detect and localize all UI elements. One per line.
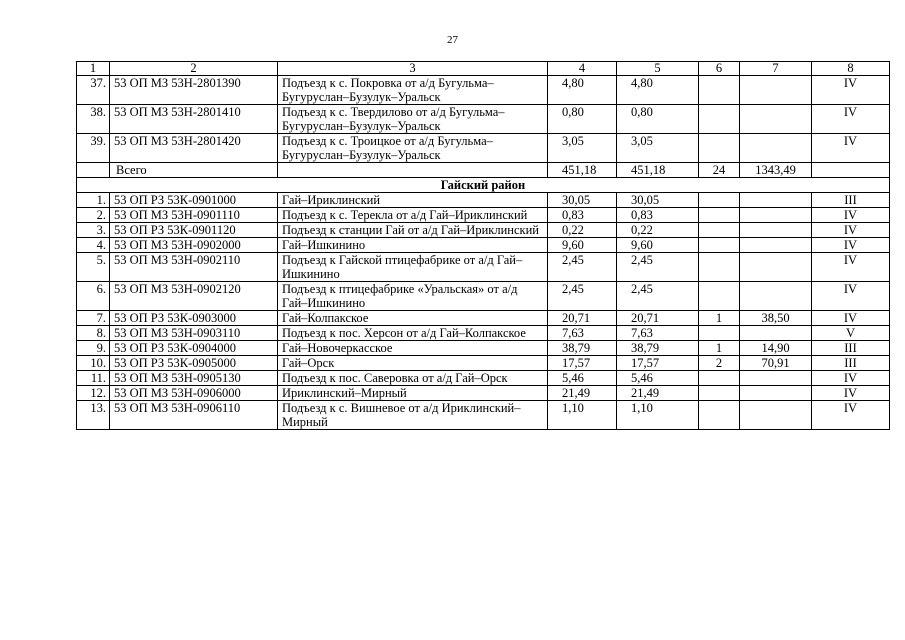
bridges-length: 70,91 — [740, 356, 812, 371]
road-category: IV — [812, 386, 890, 401]
total-length: 451,18 — [548, 163, 617, 178]
row-number: 3. — [77, 223, 110, 238]
table-row — [77, 282, 890, 311]
length-regional: 3,05 — [617, 134, 699, 163]
road-category: III — [812, 356, 890, 371]
road-category: IV — [812, 401, 890, 430]
header-cell: 7 — [740, 62, 812, 76]
bridges-count: 1 — [699, 341, 740, 356]
length-regional: 4,80 — [617, 76, 699, 105]
road-name: Подъезд к с. Терекла от а/д Гай–Ириклинский — [278, 208, 548, 223]
row-number: 4. — [77, 238, 110, 253]
length-total: 2,45 — [548, 253, 617, 282]
bridges-count — [699, 238, 740, 253]
total-length-regional: 451,18 — [617, 163, 699, 178]
road-category: IV — [812, 223, 890, 238]
bridges-length — [740, 371, 812, 386]
total-bridges-length: 1343,49 — [740, 163, 812, 178]
road-category: IV — [812, 253, 890, 282]
header-cell: 6 — [699, 62, 740, 76]
length-total: 7,63 — [548, 326, 617, 341]
header-cell: 1 — [77, 62, 110, 76]
length-regional: 2,45 — [617, 282, 699, 311]
road-name: Подъезд к пос. Херсон от а/д Гай–Колпакское — [278, 326, 548, 341]
bridges-length — [740, 76, 812, 105]
total-label: Всего — [110, 163, 278, 178]
row-number: 38. — [77, 105, 110, 134]
bridges-length — [740, 253, 812, 282]
length-regional: 0,80 — [617, 105, 699, 134]
table-row — [77, 326, 890, 341]
road-code: 53 ОП МЗ 53Н-0906000 — [110, 386, 278, 401]
road-code: 53 ОП МЗ 53Н-2801420 — [110, 134, 278, 163]
length-regional: 1,10 — [617, 401, 699, 430]
bridges-length — [740, 386, 812, 401]
row-number: 2. — [77, 208, 110, 223]
table-row — [77, 253, 890, 282]
length-total: 17,57 — [548, 356, 617, 371]
bridges-length: 38,50 — [740, 311, 812, 326]
total-row — [77, 163, 890, 178]
road-name: Подъезд к станции Гай от а/д Гай–Ириклинский — [278, 223, 548, 238]
header-row — [77, 62, 890, 76]
road-name: Подъезд к с. Вишневое от а/д Ириклинский–Мирный — [278, 401, 548, 430]
table-row — [77, 386, 890, 401]
road-code: 53 ОП РЗ 53К-0901000 — [110, 193, 278, 208]
road-name: Гай–Ишкинино — [278, 238, 548, 253]
table-row — [77, 208, 890, 223]
table-row — [77, 311, 890, 326]
road-code: 53 ОП МЗ 53Н-0902000 — [110, 238, 278, 253]
row-number: 8. — [77, 326, 110, 341]
length-regional: 5,46 — [617, 371, 699, 386]
bridges-length — [740, 193, 812, 208]
bridges-length — [740, 326, 812, 341]
bridges-length: 14,90 — [740, 341, 812, 356]
length-total: 0,83 — [548, 208, 617, 223]
road-category: III — [812, 193, 890, 208]
length-total: 0,22 — [548, 223, 617, 238]
road-code: 53 ОП РЗ 53К-0901120 — [110, 223, 278, 238]
bridges-count: 1 — [699, 311, 740, 326]
length-regional: 20,71 — [617, 311, 699, 326]
length-regional: 0,83 — [617, 208, 699, 223]
road-code: 53 ОП МЗ 53Н-0905130 — [110, 371, 278, 386]
length-total: 4,80 — [548, 76, 617, 105]
road-code: 53 ОП МЗ 53Н-0901110 — [110, 208, 278, 223]
road-code: 53 ОП МЗ 53Н-0902110 — [110, 253, 278, 282]
bridges-length — [740, 238, 812, 253]
road-code: 53 ОП РЗ 53К-0904000 — [110, 341, 278, 356]
road-category: IV — [812, 371, 890, 386]
road-name: Гай–Ириклинский — [278, 193, 548, 208]
roads-table — [76, 61, 890, 430]
bridges-count — [699, 223, 740, 238]
length-regional: 2,45 — [617, 253, 699, 282]
road-category: IV — [812, 105, 890, 134]
length-total: 21,49 — [548, 386, 617, 401]
row-number: 1. — [77, 193, 110, 208]
bridges-count — [699, 282, 740, 311]
road-name: Подъезд к птицефабрике «Уральская» от а/д Гай–Ишкинино — [278, 282, 548, 311]
road-category: V — [812, 326, 890, 341]
road-category: IV — [812, 238, 890, 253]
length-total: 1,10 — [548, 401, 617, 430]
page-number: 27 — [447, 34, 458, 46]
bridges-length — [740, 282, 812, 311]
table-row — [77, 76, 890, 105]
road-name: Гай–Новочеркасское — [278, 341, 548, 356]
road-category: III — [812, 341, 890, 356]
road-code: 53 ОП МЗ 53Н-0906110 — [110, 401, 278, 430]
bridges-length — [740, 223, 812, 238]
table-row — [77, 401, 890, 430]
length-regional: 38,79 — [617, 341, 699, 356]
length-total: 20,71 — [548, 311, 617, 326]
bridges-count — [699, 134, 740, 163]
header-cell: 4 — [548, 62, 617, 76]
row-number: 39. — [77, 134, 110, 163]
bridges-count — [699, 253, 740, 282]
length-total: 0,80 — [548, 105, 617, 134]
road-name: Гай–Колпакское — [278, 311, 548, 326]
road-code: 53 ОП МЗ 53Н-2801390 — [110, 76, 278, 105]
bridges-length — [740, 105, 812, 134]
road-category: IV — [812, 208, 890, 223]
row-number: 37. — [77, 76, 110, 105]
header-cell: 8 — [812, 62, 890, 76]
table-row — [77, 134, 890, 163]
row-number: 11. — [77, 371, 110, 386]
table-row — [77, 193, 890, 208]
road-name: Подъезд к с. Покровка от а/д Бугульма–Бугуруслан–Бузулук–Уральск — [278, 76, 548, 105]
table-row — [77, 371, 890, 386]
length-total: 38,79 — [548, 341, 617, 356]
bridges-count — [699, 105, 740, 134]
road-name: Подъезд к Гайской птицефабрике от а/д Гай–Ишкинино — [278, 253, 548, 282]
road-category: IV — [812, 134, 890, 163]
road-name: Подъезд к пос. Саверовка от а/д Гай–Орск — [278, 371, 548, 386]
road-name: Ириклинский–Мирный — [278, 386, 548, 401]
total-blank — [812, 163, 890, 178]
row-number: 5. — [77, 253, 110, 282]
bridges-count — [699, 386, 740, 401]
bridges-length — [740, 401, 812, 430]
table-row — [77, 223, 890, 238]
length-regional: 30,05 — [617, 193, 699, 208]
length-regional: 9,60 — [617, 238, 699, 253]
total-bridges-count: 24 — [699, 163, 740, 178]
bridges-count — [699, 208, 740, 223]
header-cell: 3 — [278, 62, 548, 76]
length-regional: 0,22 — [617, 223, 699, 238]
length-total: 30,05 — [548, 193, 617, 208]
length-total: 2,45 — [548, 282, 617, 311]
road-category: IV — [812, 76, 890, 105]
road-code: 53 ОП РЗ 53К-0903000 — [110, 311, 278, 326]
table-row — [77, 341, 890, 356]
road-name: Подъезд к с. Троицкое от а/д Бугульма–Бугуруслан–Бузулук–Уральск — [278, 134, 548, 163]
row-number: 7. — [77, 311, 110, 326]
section-title: Гайский район — [77, 178, 890, 193]
road-category: IV — [812, 282, 890, 311]
length-regional: 21,49 — [617, 386, 699, 401]
length-total: 9,60 — [548, 238, 617, 253]
table-row — [77, 356, 890, 371]
total-blank — [278, 163, 548, 178]
road-name: Подъезд к с. Твердилово от а/д Бугульма–Бугуруслан–Бузулук–Уральск — [278, 105, 548, 134]
bridges-count — [699, 371, 740, 386]
bridges-count — [699, 401, 740, 430]
road-code: 53 ОП МЗ 53Н-2801410 — [110, 105, 278, 134]
road-name: Гай–Орск — [278, 356, 548, 371]
length-regional: 17,57 — [617, 356, 699, 371]
row-number: 13. — [77, 401, 110, 430]
row-number: 9. — [77, 341, 110, 356]
bridges-length — [740, 208, 812, 223]
table-row — [77, 105, 890, 134]
bridges-count — [699, 193, 740, 208]
road-code: 53 ОП РЗ 53К-0905000 — [110, 356, 278, 371]
bridges-count: 2 — [699, 356, 740, 371]
road-code: 53 ОП МЗ 53Н-0903110 — [110, 326, 278, 341]
table-row — [77, 238, 890, 253]
length-total: 5,46 — [548, 371, 617, 386]
road-category: IV — [812, 311, 890, 326]
header-cell: 2 — [110, 62, 278, 76]
row-number: 12. — [77, 386, 110, 401]
bridges-count — [699, 76, 740, 105]
row-number: 6. — [77, 282, 110, 311]
length-total: 3,05 — [548, 134, 617, 163]
length-regional: 7,63 — [617, 326, 699, 341]
bridges-length — [740, 134, 812, 163]
total-blank — [77, 163, 110, 178]
header-cell: 5 — [617, 62, 699, 76]
row-number: 10. — [77, 356, 110, 371]
bridges-count — [699, 326, 740, 341]
section-row — [77, 178, 890, 193]
road-code: 53 ОП МЗ 53Н-0902120 — [110, 282, 278, 311]
